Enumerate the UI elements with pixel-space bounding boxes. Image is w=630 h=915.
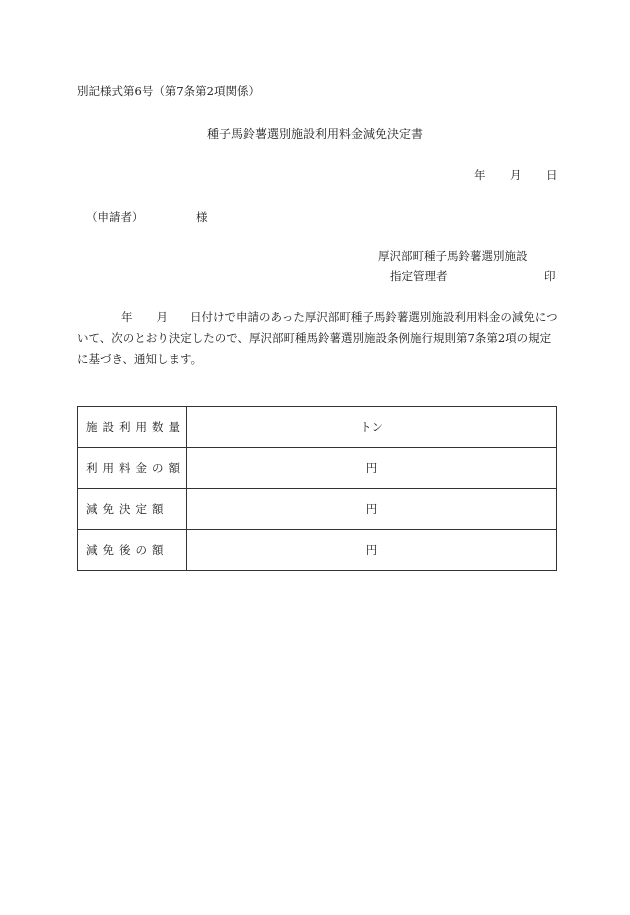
table-row bbox=[78, 448, 557, 489]
issuer-manager: 指定管理者 bbox=[390, 269, 448, 283]
table-row bbox=[78, 489, 557, 530]
document-title: 種子馬鈴薯選別施設利用料金減免決定書 bbox=[206, 127, 423, 141]
body-text: 日付けで申請のあった厚沢部町種子馬鈴薯選別施設利用料金の減免について、次のとおり決定したので、厚沢部町種馬鈴薯選別施設条例施行規則第7条第2項の規定に基づき、通知します。 bbox=[77, 310, 558, 366]
applicant-honorific: 様 bbox=[196, 210, 208, 224]
issuer-facility: 厚沢部町種子馬鈴薯選別施設 bbox=[378, 249, 528, 263]
form-number: 別記様式第6号（第7条第2項関係） bbox=[77, 84, 260, 98]
row-label: 施設利用数量 bbox=[78, 407, 187, 448]
date-year-label: 年 bbox=[474, 168, 486, 182]
notice-body bbox=[77, 307, 559, 370]
row-label: 減免後の額 bbox=[78, 530, 187, 571]
seal-mark: 印 bbox=[544, 269, 556, 283]
date-month-label: 月 bbox=[510, 168, 522, 182]
row-value: 円 bbox=[187, 530, 557, 571]
applicant-label: （申請者） bbox=[86, 210, 144, 224]
body-year-label: 年 bbox=[121, 310, 133, 324]
row-value: トン bbox=[187, 407, 557, 448]
row-label: 利用料金の額 bbox=[78, 448, 187, 489]
table-row bbox=[78, 407, 557, 448]
body-month-label: 月 bbox=[156, 310, 168, 324]
row-label: 減免決定額 bbox=[78, 489, 187, 530]
row-value: 円 bbox=[187, 448, 557, 489]
table-row bbox=[78, 530, 557, 571]
row-value: 円 bbox=[187, 489, 557, 530]
amount-table bbox=[77, 406, 557, 571]
date-day-label: 日 bbox=[546, 168, 558, 182]
